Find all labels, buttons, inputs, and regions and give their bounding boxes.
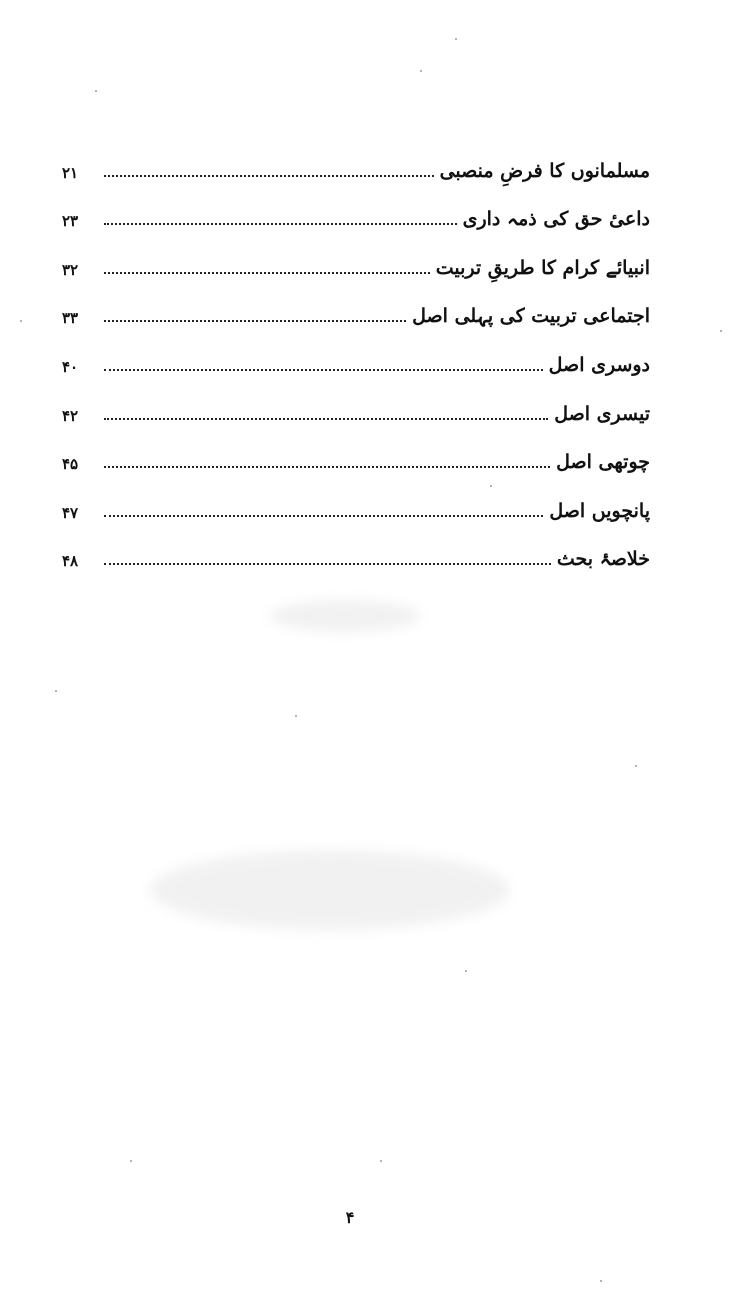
toc-dot-leader <box>104 466 550 468</box>
toc-entry-title: اجتماعی تربیت کی پہلی اصل <box>412 305 650 328</box>
toc-entry <box>62 189 650 238</box>
toc-entry-title: چوتھی اصل <box>556 451 650 474</box>
scan-speck <box>465 970 467 972</box>
toc-dot-leader <box>104 563 551 565</box>
toc-entry <box>62 432 650 481</box>
scan-speck <box>420 70 422 72</box>
toc-entry-page: ۴۵ <box>62 455 79 474</box>
toc-entry-page: ۴۸ <box>62 552 79 571</box>
toc-dot-leader <box>104 418 548 420</box>
toc-entry-title: انبیائے کرام کا طریقِ تربیت <box>435 256 650 279</box>
scan-speck <box>95 90 97 92</box>
scan-speck <box>635 765 637 767</box>
toc-dot-leader <box>104 272 430 274</box>
toc-entry-title: دوسری اصل <box>548 353 650 376</box>
toc-entry-page: ۴۲ <box>62 406 79 425</box>
toc-entry <box>62 383 650 432</box>
toc-dot-leader <box>104 320 406 322</box>
scan-speck <box>720 330 722 332</box>
toc-entry-page: ۲۱ <box>62 163 79 182</box>
toc-entry-page: ۴۰ <box>62 357 79 376</box>
toc-entry-page: ۲۳ <box>62 212 79 231</box>
toc-entry-title: مسلمانوں کا فرضِ منصبی <box>439 159 650 182</box>
toc-entry <box>62 480 650 529</box>
scan-speck <box>600 1280 602 1282</box>
toc-entry <box>62 140 650 189</box>
toc-dot-leader <box>104 175 434 177</box>
toc-dot-leader <box>104 369 543 371</box>
toc-entry-title: پانچویں اصل <box>549 499 650 522</box>
toc-dot-leader <box>104 515 543 517</box>
toc-entry <box>62 529 650 578</box>
scan-smudge <box>270 600 420 632</box>
scan-speck <box>380 1160 382 1162</box>
scan-speck <box>295 715 297 717</box>
toc-entry-title: تیسری اصل <box>554 402 650 425</box>
scan-smudge <box>150 850 510 930</box>
toc-entry-title: خلاصۂ بحث <box>556 548 650 571</box>
toc-dot-leader <box>104 223 457 225</box>
scan-speck <box>20 320 22 322</box>
table-of-contents <box>62 140 650 577</box>
toc-entry-title: داعیٔ حق کی ذمہ داری <box>462 208 650 231</box>
scan-speck <box>455 38 457 40</box>
toc-entry <box>62 237 650 286</box>
toc-entry <box>62 286 650 335</box>
scan-speck <box>130 1160 132 1162</box>
toc-entry-page: ۴۷ <box>62 503 79 522</box>
page-number: ۴ <box>345 1208 355 1227</box>
toc-entry <box>62 334 650 383</box>
toc-entry-page: ۳۳ <box>62 309 79 328</box>
scan-speck <box>55 690 57 692</box>
toc-entry-page: ۳۲ <box>62 260 79 279</box>
